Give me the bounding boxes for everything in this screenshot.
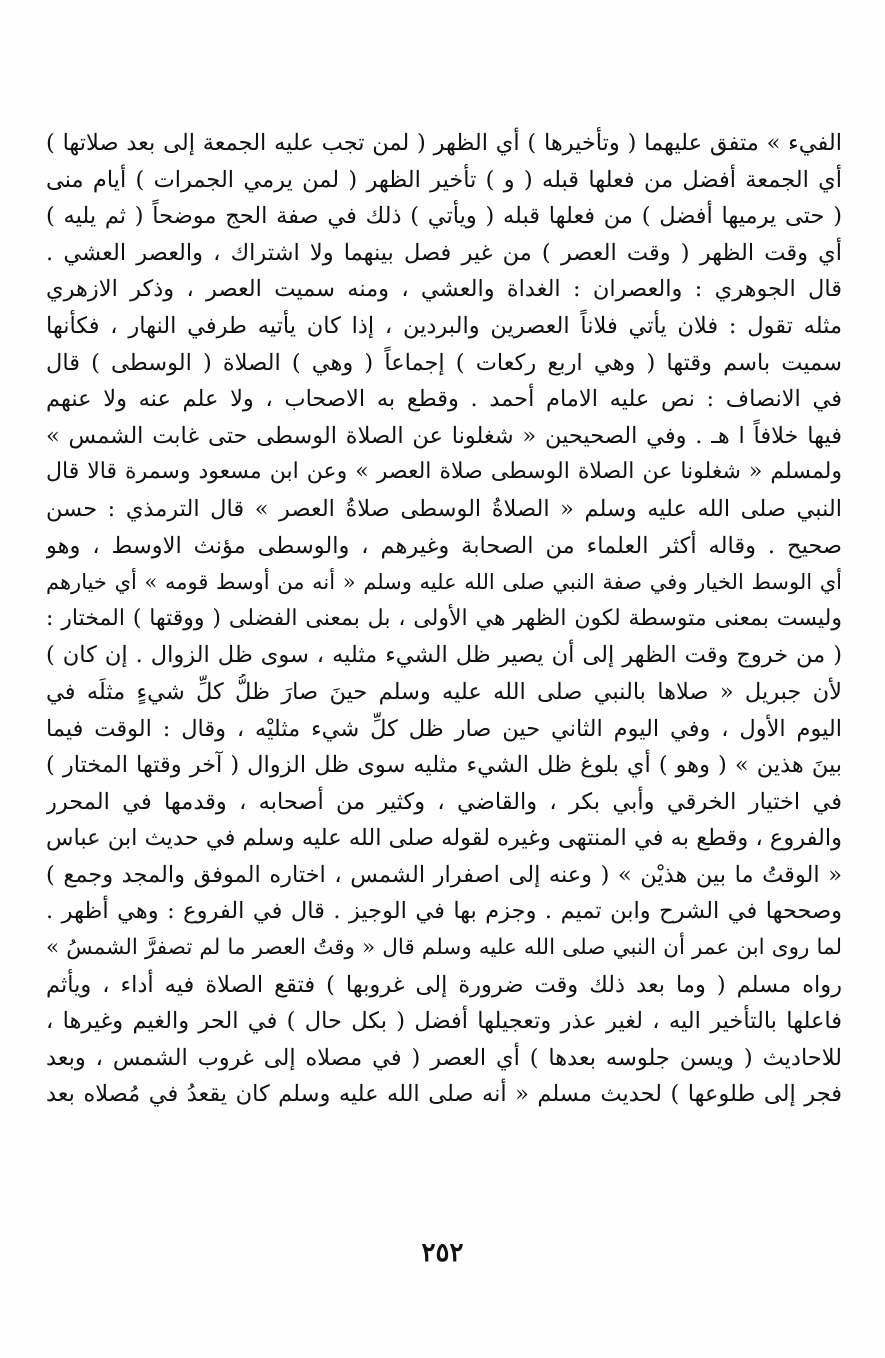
text-line-15: ( من خروج وقت الظهر إلى أن يصير ظل الشيء مثليه ، سوى ظل الزوال . إن كان ) [46, 642, 842, 669]
text-line-2: أي الجمعة أفضل من فعلها قبله ( و ) تأخير الظهر ( لمن يرمي الجمرات ) أيام منى [46, 166, 842, 193]
text-line-13: أي الوسط الخيار وفي صفة النبي صلى الله عليه وسلم « أنه من أوسط قومه » أي خيارهم [46, 570, 842, 595]
text-line-6: مثله تقول : فلان يأتي فلاناً العصرين والبردين ، إذا كان يأتيه طرفي النهار ، فكأنها [46, 312, 842, 339]
text-line-25: فاعلها بالتأخير اليه ، لغير عذر وتعجيلها أفضل ( بكل حال ) في الحر والغيم وغيرها ، [46, 1008, 842, 1035]
text-line-21: « الوقتُ ما بين هذيْن » ( وعنه إلى اصفرار الشمس ، اختاره الموفق والمجد وجمع ) [46, 861, 842, 888]
text-line-7: سميت باسم وقتها ( وهي اربع ركعات ) إجماعاً ( وهي ) الصلاة ( الوسطى ) قال [46, 349, 842, 376]
text-line-5: قال الجوهري : والعصران : الغداة والعشي ، ومنه سميت العصر ، وذكر الازهري [46, 276, 842, 303]
text-line-16: لأن جبريل « صلاها بالنبي صلى الله عليه وسلم حينَ صارَ ظلُّ كلِّ شيءٍ مثلَه في [46, 678, 842, 705]
text-line-11: النبي صلى الله عليه وسلم « الصلاةُ الوسطى صلاةُ العصر » قال الترمذي : حسن [46, 495, 842, 522]
text-line-1: الفيء » متفق عليهما ( وتأخيرها ) أي الظهر ( لمن تجب عليه الجمعة إلى بعد صلاتها ) [46, 130, 842, 156]
text-line-12: صحيح . وقاله أكثر العلماء من الصحابة وغيرهم ، والوسطى مؤنث الاوسط ، وهو [46, 532, 842, 559]
text-line-26: للاحاديث ( ويسن جلوسه بعدها ) أي العصر ( في مصلاه إلى غروب الشمس ، وبعد [46, 1044, 842, 1071]
body-text [46, 125, 842, 1113]
text-line-17: اليوم الأول ، وفي اليوم الثاني حين صار ظل كلِّ شيء مثليْه ، وقال : الوقت فيما [46, 715, 842, 742]
text-line-23: لما روى ابن عمر أن النبي صلى الله عليه وسلم قال « وقتُ العصر ما لم تصفرَّ الشمسُ » [46, 935, 842, 961]
text-line-8: في الانصاف : نص عليه الامام أحمد . وقطع به الاصحاب ، ولا علم عنه ولا عنهم [46, 386, 842, 413]
text-line-22: وصححها في الشرح وابن تميم . وجزم بها في الوجيز . قال في الفروع : وهي أظهر . [46, 898, 842, 925]
text-line-18: بينَ هذين » ( وهو ) أي بلوغ ظل الشيء مثليه سوى ظل الزوال ( آخر وقتها المختار ) [46, 752, 842, 779]
page-number: ٢٥٢ [421, 1238, 464, 1268]
text-line-20: والفروع ، وقطع به في المنتهى وغيره لقوله صلى الله عليه وسلم في حديث ابن عباس [46, 825, 842, 852]
text-line-10: ولمسلم « شغلونا عن الصلاة الوسطى صلاة العصر » وعن ابن مسعود وسمرة قالا قال [46, 459, 842, 485]
text-line-24: رواه مسلم ( وما بعد ذلك وقت ضرورة إلى غروبها ) فتقع الصلاة فيه أداء ، ويأثم [46, 971, 842, 998]
text-line-14: وليست بمعنى متوسطة لكون الظهر هي الأولى ، بل بمعنى الفضلى ( ووقتها ) المختار : [46, 605, 842, 631]
text-line-19: في اختيار الخرقي وأبي بكر ، والقاضي ، وكثير من أصحابه ، وقدمها في المحرر [46, 788, 842, 815]
text-line-27: فجر إلى طلوعها ) لحديث مسلم « أنه صلى الله عليه وسلم كان يقعدُ في مُصلاه بعد [46, 1081, 842, 1108]
text-line-4: أي وقت الظهر ( وقت العصر ) من غير فصل بينهما ولا اشتراك ، والعصر العشي . [46, 239, 842, 266]
text-line-9: فيها خلافاً ا هـ . وفي الصحيحين « شغلونا عن الصلاة الوسطى حتى غابت الشمس » [46, 422, 842, 449]
text-line-3: ( حتى يرميها أفضل ) من فعلها قبله ( ويأتي ) ذلك في صفة الحج موضحاً ( ثم يليه ) [46, 203, 842, 230]
